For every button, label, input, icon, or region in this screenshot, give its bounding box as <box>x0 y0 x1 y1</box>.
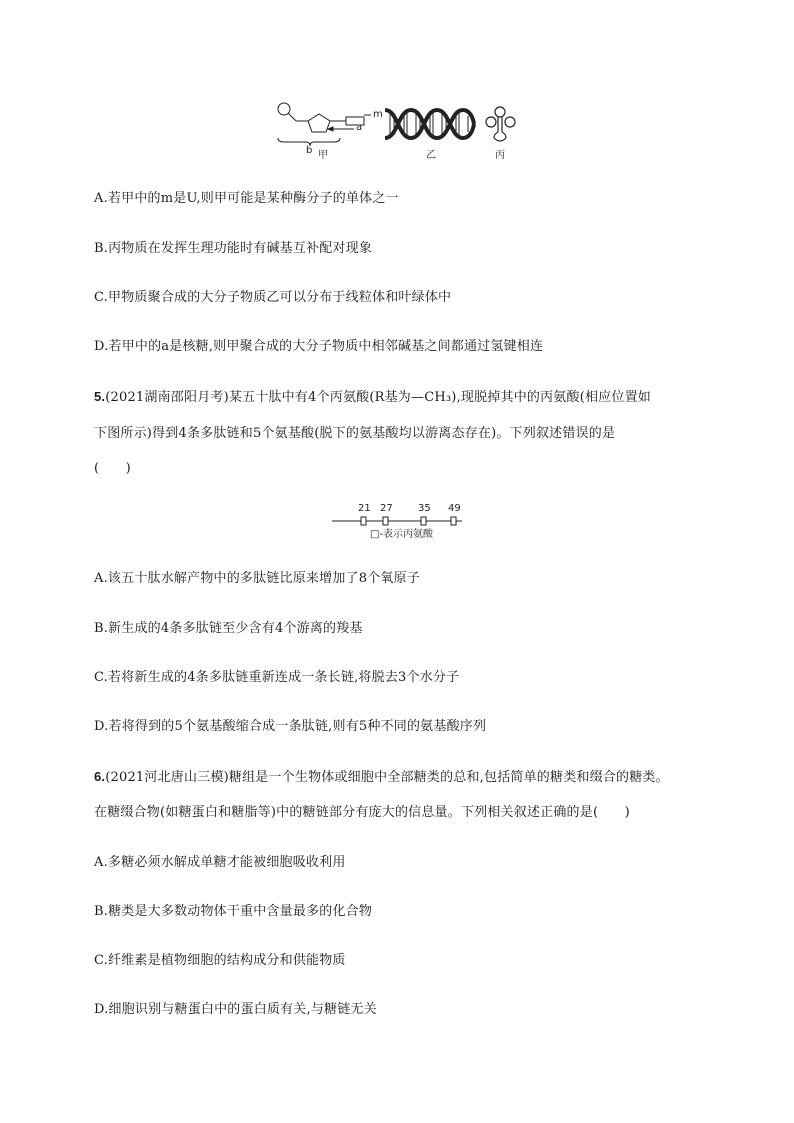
trna-right-loop <box>505 117 515 127</box>
q5-option-c: C.若将新生成的4条多肽链重新连成一条长链,将脱去3个水分子 <box>94 670 460 685</box>
position-27: 27 <box>380 503 393 514</box>
q4-option-a: A.若甲中的m是U,则甲可能是某种酶分子的单体之一 <box>94 191 399 206</box>
q4-option-c: C.甲物质聚合成的大分子物质乙可以分布于线粒体和叶绿体中 <box>94 290 452 305</box>
label-yi: 乙 <box>426 150 436 161</box>
label-jia: 甲 <box>318 150 328 161</box>
alanine-position-figure <box>332 502 464 542</box>
alanine-legend: □-表示丙氨酸 <box>370 529 434 540</box>
position-21: 21 <box>358 503 371 514</box>
trna-left-loop <box>486 117 496 127</box>
alanine-box-49 <box>451 517 456 525</box>
q6-option-c: C.纤维素是植物细胞的结构成分和供能物质 <box>94 953 346 968</box>
q5-option-b: B.新生成的4条多肽链至少含有4个游离的羧基 <box>94 621 363 636</box>
alanine-box-27 <box>383 517 388 525</box>
position-35: 35 <box>418 503 431 514</box>
q4-option-d: D.若甲中的a是核糖,则甲聚合成的大分子物质中相邻碱基之间都通过氢键相连 <box>94 339 544 354</box>
nucleotide-dna-trna-figure <box>270 98 530 162</box>
q6-stem-text1: (2021河北唐山三模)糖组是一个生物体或细胞中全部糖类的总和,包括简单的糖类和缀合的糖类。 <box>105 770 669 785</box>
q6-number: 6. <box>94 769 106 784</box>
a-arrowhead <box>328 127 333 131</box>
alanine-box-21 <box>361 517 366 525</box>
q5-number: 5. <box>94 389 106 404</box>
q5-stem-line2: 下图所示)得到4条多肽链和5个氨基酸(脱下的氨基酸均以游离态存在)。下列叙述错误的是 <box>94 426 616 441</box>
q6-option-b: B.糖类是大多数动物体干重中含量最多的化合物 <box>94 904 373 919</box>
alanine-box-35 <box>421 517 426 525</box>
trna-tail-left <box>494 132 498 138</box>
trna-top-loop <box>495 107 505 117</box>
pentose-sugar <box>308 114 330 132</box>
phosphate-bond <box>288 113 296 121</box>
q6-stem-line2: 在糖缀合物(如糖蛋白和糖脂等)中的糖链部分有庞大的信息量。下列相关叙述正确的是( ) <box>94 805 630 820</box>
position-49: 49 <box>448 503 461 514</box>
trna-diagram <box>486 107 515 141</box>
q6-stem-line1 <box>94 769 669 786</box>
trna-tail-right <box>502 132 506 138</box>
q6-option-d: D.细胞识别与糖蛋白中的蛋白质有关,与糖链无关 <box>94 1002 377 1017</box>
trna-anticodon-loop <box>494 138 506 141</box>
dna-helix-diagram <box>385 110 474 138</box>
label-bing: 丙 <box>495 150 505 161</box>
label-a: a <box>356 122 363 133</box>
q5-stem-line1 <box>94 389 651 406</box>
q6-option-a: A.多糖必须水解成单糖才能被细胞吸收利用 <box>94 855 346 870</box>
label-b: b <box>306 145 313 156</box>
q5-answer-blank: ( ) <box>94 461 131 476</box>
label-m: m <box>373 109 383 120</box>
q5-option-d: D.若将得到的5个氨基酸缩合成一条肽链,则有5种不同的氨基酸序列 <box>94 719 487 734</box>
q5-option-a: A.该五十肽水解产物中的多肽链比原来增加了8个氧原子 <box>94 571 420 586</box>
q5-stem-text1: (2021湖南邵阳月考)某五十肽中有4个丙氨酸(R基为—CH₃),现脱掉其中的丙氨酸(相应位置如 <box>105 390 651 405</box>
q4-option-b: B.丙物质在发挥生理功能时有碱基互补配对现象 <box>94 241 373 256</box>
